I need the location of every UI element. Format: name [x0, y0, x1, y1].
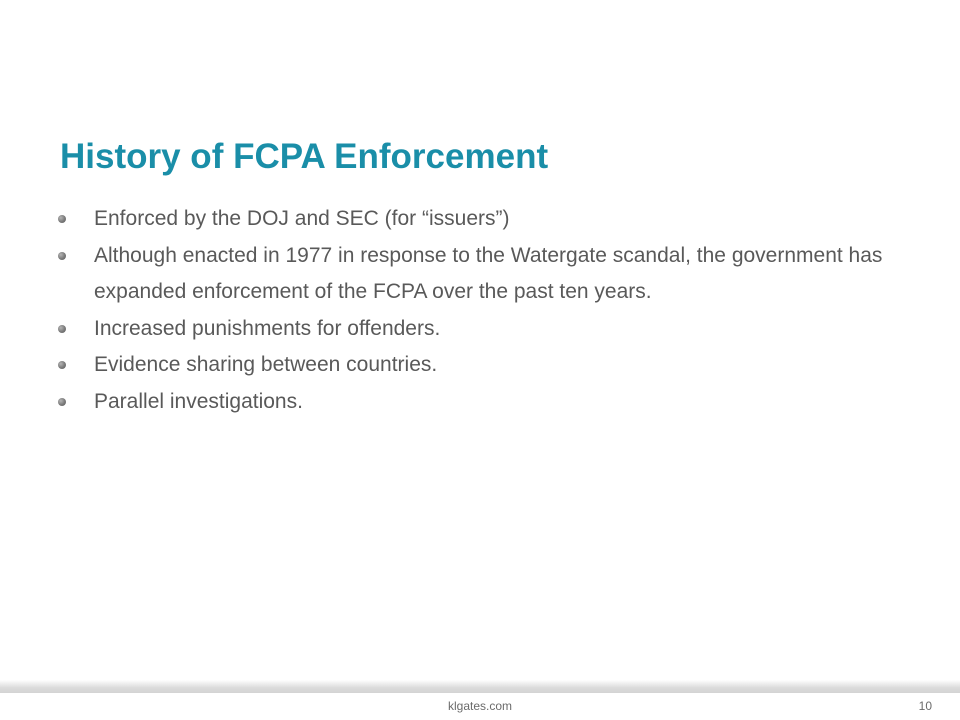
bullet-text: Parallel investigations. [94, 389, 303, 413]
bullet-item [56, 384, 906, 421]
bullet-text: Evidence sharing between countries. [94, 353, 438, 376]
bullet-item [56, 238, 906, 311]
page-number: 10 [918, 699, 932, 713]
bullet-item [56, 201, 906, 238]
bullet-text: Enforced by the DOJ and SEC (for “issuers”) [94, 207, 510, 230]
slide-title: History of FCPA Enforcement [60, 137, 549, 176]
bullet-dot-icon [58, 252, 66, 260]
bullet-dot-icon [58, 398, 66, 406]
bullet-text: Although enacted in 1977 in response to the Watergate scandal, the government has expanded enforcement of the FCPA over the past ten years. [94, 243, 883, 303]
footer-divider [0, 680, 960, 694]
bullet-item [56, 347, 906, 384]
bullet-dot-icon [58, 325, 66, 333]
bullet-list [56, 201, 906, 420]
bullet-dot-icon [58, 215, 66, 223]
bullet-dot-icon [58, 361, 66, 369]
bullet-item [56, 311, 906, 348]
bullet-text: Increased punishments for offenders. [94, 316, 441, 340]
footer-url: klgates.com [447, 699, 513, 713]
